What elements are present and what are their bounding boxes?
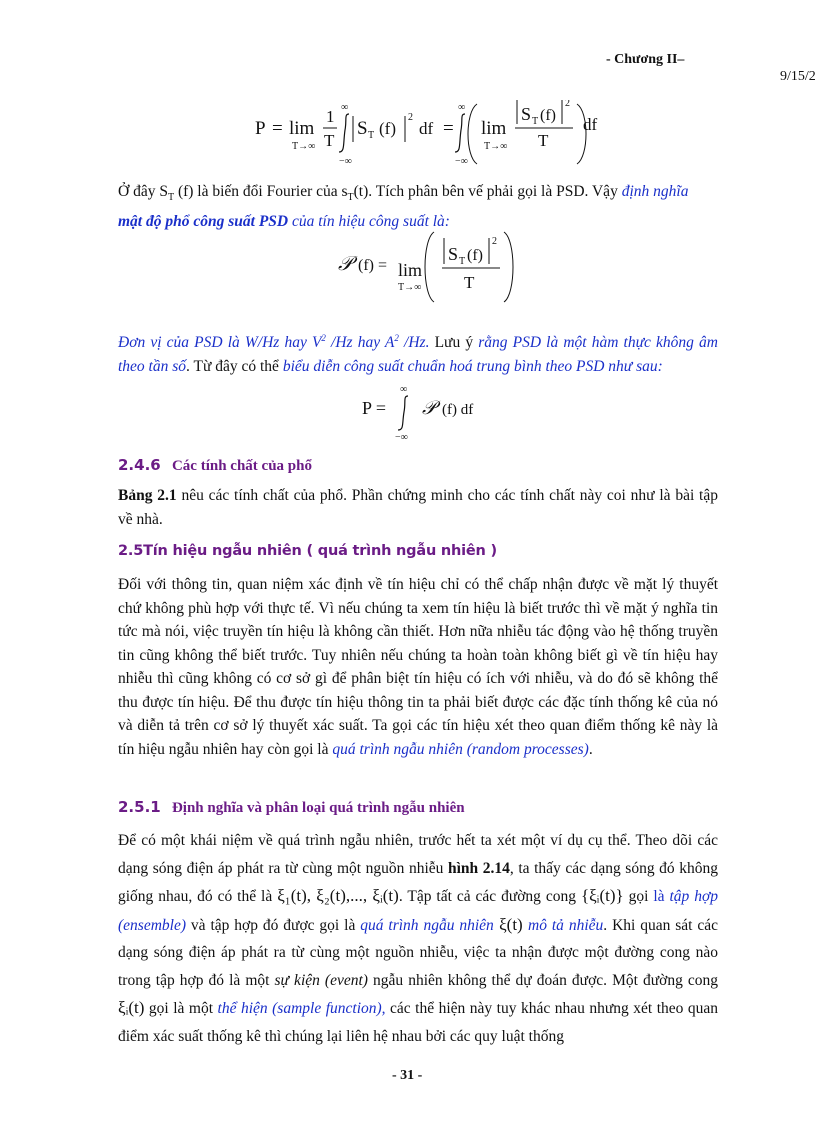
para5-line8: ngẫu nhiên không thể dự đoán được. Một đường cong (367, 971, 719, 989)
eq2-S: S (448, 244, 459, 264)
page-number: - 31 - (392, 1068, 423, 1083)
eq1-eq: = (272, 118, 283, 139)
eq1-lim-sub: T→∞ (292, 141, 316, 152)
para3-bold: Bảng 2.1 (118, 487, 177, 504)
para5-line10: các thể hiện này tuy khác nhau nhưng xét theo quan điểm xác suất thống kê thì chúng lại liên hệ nhau bởi các quy luật thống (118, 1000, 719, 1045)
eq1-one: 1 (326, 107, 335, 126)
section-251-title: Định nghĩa và phân loại quá trình ngẫu nhiên (171, 800, 465, 816)
para5-line4: gọi (623, 888, 654, 905)
eq2-f: (f) = (358, 257, 388, 274)
para5-line3: . Tập tất cả các đường cong (398, 888, 581, 905)
para5-em2: quá trình ngẫu nhiên (360, 916, 494, 934)
para2-em3: /Hz. (398, 334, 430, 352)
equation-psd-definition (338, 230, 518, 305)
eq3-P: P = (362, 398, 386, 418)
para5-line5: là (653, 888, 670, 905)
eq1-S-sub: T (368, 130, 375, 141)
para2-text2: . Từ đây có thể (186, 357, 283, 375)
eq3-script-p: 𝒫 (422, 398, 436, 419)
para1-text-a: Ở đây S (118, 183, 168, 200)
para2-em2: /Hz hay A (325, 334, 395, 352)
svg-text:T: T (538, 131, 549, 150)
para5-xi: ξ(t) (493, 914, 529, 934)
eq1-df-right: df (583, 115, 598, 134)
para5-line2: , ta thấy các dạng sóng đó không giống nhau, đó có thể là (118, 859, 718, 905)
para5-line9: gọi là một (144, 1000, 218, 1017)
section-heading-2-5-1 (118, 798, 465, 817)
section-heading-2-4-6 (118, 456, 312, 475)
para5-em4: sự kiện (event) (274, 971, 368, 989)
header-chapter: - Chương II– (606, 52, 685, 67)
para4-em: quá trình ngẫu nhiên (random processes) (332, 740, 589, 758)
svg-text:T: T (532, 116, 539, 127)
eq1-S: S (357, 118, 368, 139)
eq3-rest: (f) df (442, 402, 474, 418)
para2-em1: Đơn vị của PSD là W/Hz hay V (118, 334, 322, 352)
svg-text:∞: ∞ (458, 102, 466, 113)
para2-text1: Lưu ý (429, 334, 479, 352)
section-heading-2-5: 2.5Tín hiệu ngẫu nhiên ( quá trình ngẫu nhiên ) (118, 543, 497, 559)
para5-line6: và tập hợp đó được gọi là (186, 916, 361, 934)
para3-text: nêu các tính chất của phổ. Phần chứng minh cho các tính chất này coi như là bài tập về nhà. (118, 487, 718, 528)
svg-text:−∞: −∞ (455, 156, 468, 167)
svg-text:S: S (521, 104, 532, 124)
svg-text:=: = (443, 118, 454, 139)
eq2-script-p: 𝒫 (338, 253, 353, 275)
para5-line7: . Khi quan sát các dạng sóng điện áp phát ra từ cùng một nguồn nhiễu, việc ta nhận được một đường cong nào trong tập hợp đó là một (118, 916, 719, 989)
eq2-S-sub: T (459, 256, 466, 267)
header-date: 9/15/2 (780, 69, 816, 84)
paragraph-random-process-definition (118, 827, 718, 1050)
para1-em3: của tín hiệu công suất là: (288, 212, 450, 230)
para1-em1: định nghĩa (621, 183, 689, 200)
eq1-inf: ∞ (341, 102, 349, 113)
eq2-sq: 2 (492, 236, 497, 247)
para1-em2: mật độ phổ công suất PSD (118, 212, 289, 230)
eq2-fv: (f) (467, 247, 483, 264)
svg-text:lim: lim (481, 118, 507, 139)
para2-em5: biểu diễn công suất chuẩn hoá trung bình theo PSD như sau: (282, 357, 663, 375)
paragraph-table-2-1 (118, 484, 718, 531)
para5-em1: tập hợp (ensemble) (118, 888, 718, 934)
eq1-minf: −∞ (339, 156, 352, 167)
para5-xi-list: ξ₁(t), ξ₂(t),..., ξᵢ(t) (277, 886, 399, 905)
eq1-T: T (324, 131, 335, 150)
section-246-title: Các tính chất của phổ (171, 458, 312, 474)
svg-text:T→∞: T→∞ (484, 141, 508, 152)
eq1-df: df (419, 119, 434, 138)
eq1-f: (f) (379, 119, 396, 138)
paragraph-psd-intro (118, 180, 718, 233)
paragraph-psd-unit (118, 327, 718, 378)
para5-bold1: hình 2.14 (448, 859, 510, 877)
svg-text:(f): (f) (540, 107, 556, 124)
para5-xi-set: {ξᵢ(t)} (580, 886, 624, 905)
svg-text:2: 2 (565, 100, 570, 109)
equation-power-limit (255, 100, 598, 180)
section-246-num: 2.4.6 (118, 456, 161, 474)
para1-sub2: T (347, 192, 354, 204)
equation-power-psd (362, 380, 502, 440)
eq3-inf: ∞ (400, 384, 408, 395)
para2-em4: rằng PSD là một hàm thực không âm theo tần số (118, 334, 718, 375)
eq1-sq: 2 (408, 112, 413, 123)
para5-xi-i: ξᵢ(t) (118, 998, 145, 1017)
eq1-lim: lim (289, 118, 315, 139)
para2-sup2: 2 (394, 333, 399, 343)
para4-end: . (588, 740, 593, 758)
paragraph-random-signal (118, 573, 718, 761)
section-251-num: 2.5.1 (118, 798, 161, 816)
para5-line1: Để có một khái niệm về quá trình ngẫu nhiên, trước hết ta xét một ví dụ cụ thể. Theo dõi các dạng sóng điện áp phát ra từ cùng một nguồn nhiễu (118, 832, 718, 877)
eq3-minf: −∞ (395, 432, 408, 440)
para1-sub: T (167, 192, 175, 204)
para1-text-c: (t). Tích phân bên vế phải gọi là PSD. Vậy (353, 183, 622, 200)
para5-em3: mô tả nhiễu (528, 916, 604, 934)
eq2-T: T (464, 273, 475, 292)
para5-em5: thể hiện (sample function), (217, 1000, 386, 1017)
para1-text-b: (f) là biến đổi Fourier của s (174, 183, 348, 200)
para2-sup1: 2 (321, 333, 326, 343)
eq1-P: P (255, 118, 266, 139)
eq2-lim-sub: T→∞ (398, 282, 422, 293)
para4-text: Đối với thông tin, quan niệm xác định về tín hiệu chỉ có thể chấp nhận được về mặt lý thuyết chứ không phù hợp với thực tế. Vì nếu chúng ta xem tín hiệu là biết trước thì về mặt ý nghĩa tin tức mà nói, việc truyền tín hiệu là không cần thiết. Hơn nữa nhiễu tác động vào hệ thống truyền tin cũng không thể biết trước. Tuy nhiên nếu chúng ta hoàn toàn không biết gì về tín hiệu hay nhiễu thì cũng không có cơ sở gì để phân biệt tín hiệu có ích với nhiễu, và do đó sẽ không thể thu được tín hiệu. Để thu được tín hiệu thông tin ta phải biết được các đặc tính thống kê của nó và diễn tả trên cơ sở lý thuyết xác suất. Ta gọi các tín hiệu xét theo quan điểm thống kê này là tín hiệu ngẫu nhiên hay còn gọi là (118, 576, 718, 758)
eq2-lim: lim (398, 260, 423, 280)
